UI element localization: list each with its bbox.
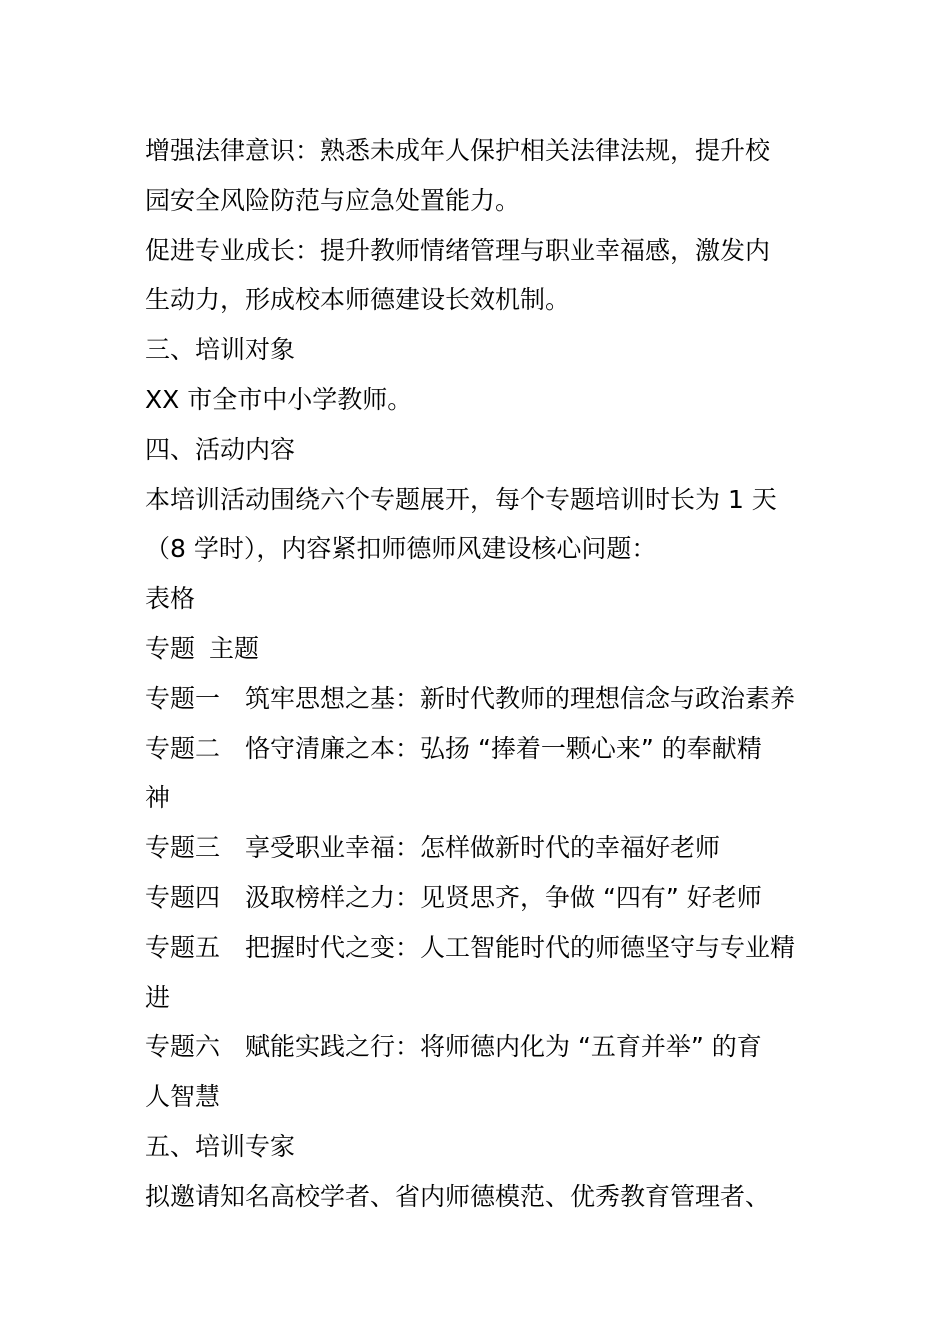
table-row-continuation: 进 xyxy=(145,982,171,1012)
table-caption: 表格 xyxy=(145,584,196,614)
table-row xyxy=(145,823,815,873)
table-cell-theme: 享受职业幸福：怎样做新时代的幸福好老师 xyxy=(245,833,721,863)
paragraph-line: （8 学时），内容紧扣师德师风建设核心问题： xyxy=(145,534,657,564)
table-row-continuation: 人智慧 xyxy=(145,1082,221,1112)
table-cell-topic: 专题六 xyxy=(145,1032,221,1062)
table-cell-theme: 恪守清廉之本：弘扬 “捧着一颗心来” 的奉献精 xyxy=(245,733,762,763)
paragraph-line: 拟邀请知名高校学者、省内师德模范、优秀教育管理者、 xyxy=(145,1181,771,1211)
table-cell-topic: 专题一 xyxy=(145,683,221,713)
table-row xyxy=(145,674,815,724)
table-row xyxy=(145,1022,815,1072)
document-body xyxy=(145,126,815,1222)
table-cell-theme: 赋能实践之行：将师德内化为 “五育并举” 的育 xyxy=(245,1032,762,1062)
table-row xyxy=(145,724,815,774)
table-row-continuation: 神 xyxy=(145,783,171,813)
paragraph-line: 生动力，形成校本师德建设长效机制。 xyxy=(145,285,571,315)
table-cell-theme: 汲取榜样之力：见贤思齐，争做 “四有” 好老师 xyxy=(245,882,762,912)
table-header-row xyxy=(145,624,815,674)
table-cell-topic: 专题四 xyxy=(145,882,221,912)
paragraph-line: XX 市全市中小学教师。 xyxy=(145,384,413,414)
table-cell-topic: 专题三 xyxy=(145,833,221,863)
section-heading-targets: 三、培训对象 xyxy=(145,335,296,365)
table-cell-topic: 专题五 xyxy=(145,932,221,962)
section-heading-content: 四、活动内容 xyxy=(145,434,296,464)
paragraph-line: 增强法律意识：熟悉未成年人保护相关法律法规，提升校 xyxy=(145,136,771,165)
table-cell-theme: 筑牢思想之基：新时代教师的理想信念与政治素养 xyxy=(245,683,796,713)
paragraph-line: 本培训活动围绕六个专题展开，每个专题培训时长为 1 天 xyxy=(145,484,777,514)
table-header-topic: 专题 xyxy=(145,633,196,663)
section-heading-experts: 五、培训专家 xyxy=(145,1131,296,1161)
table-cell-topic: 专题二 xyxy=(145,733,221,763)
table-cell-theme: 把握时代之变：人工智能时代的师德坚守与专业精 xyxy=(245,932,796,962)
table-row xyxy=(145,873,815,923)
table-header-theme: 主题 xyxy=(209,633,260,663)
paragraph-line: 促进专业成长：提升教师情绪管理与职业幸福感，激发内 xyxy=(145,235,771,265)
paragraph-line: 园安全风险防范与应急处置能力。 xyxy=(145,185,521,215)
table-row xyxy=(145,923,815,973)
